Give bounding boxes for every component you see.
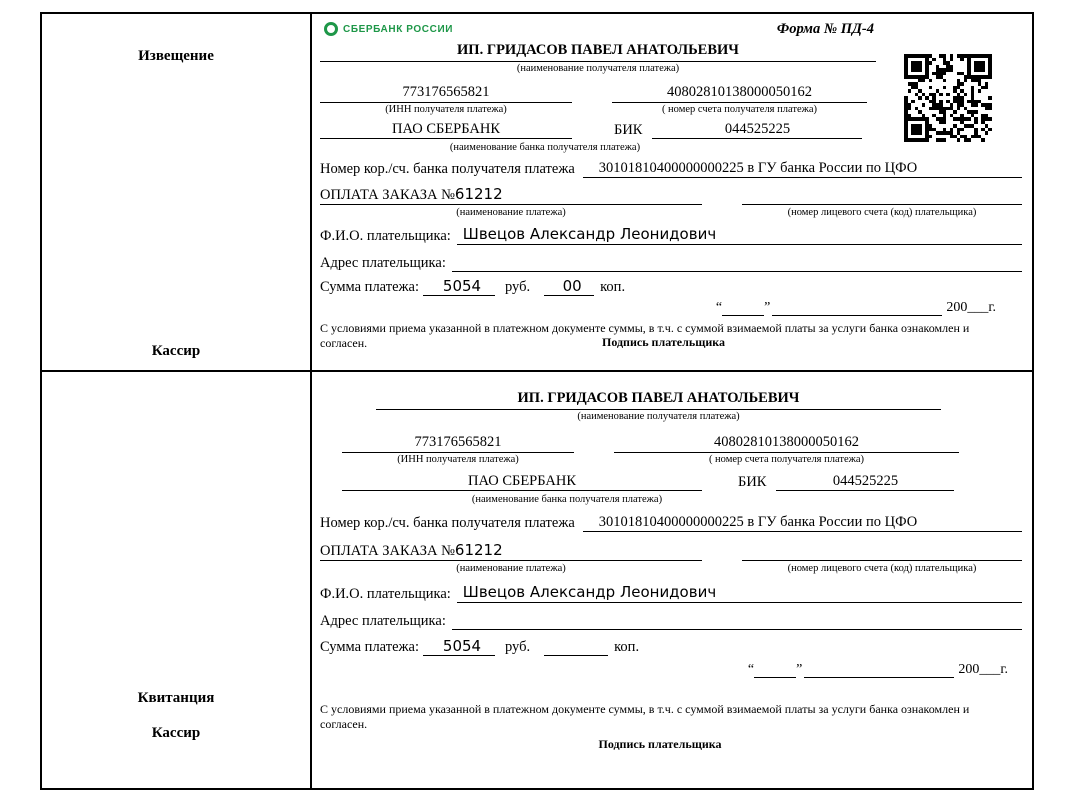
date-day-blank-line — [722, 300, 764, 316]
corr-account-value: 30101810400000000225 в ГУ банка России по ЦФО — [583, 514, 1022, 532]
date-year-label: 200___г. — [958, 662, 1008, 677]
date-month-blank-line — [804, 662, 954, 678]
notice-form — [312, 14, 1032, 370]
order-number-value: 61212 — [454, 541, 503, 559]
payment-name-label: ОПЛАТА ЗАКАЗА № — [320, 187, 455, 203]
date-year-label: 200___г. — [946, 300, 996, 315]
bank-row — [320, 473, 1022, 491]
amount-kop-value — [544, 638, 608, 656]
payer-name-value: Швецов Александр Леонидович — [457, 583, 1022, 603]
payment-row — [320, 185, 1022, 205]
amount-label: Сумма платежа: — [320, 279, 419, 295]
amount-label: Сумма платежа: — [320, 639, 419, 655]
receipt-form — [312, 372, 1032, 788]
payer-signature-label: Подпись плательщика — [598, 736, 722, 751]
date-row — [320, 300, 996, 316]
recipient-caption: (наименование получателя платежа) — [516, 63, 680, 74]
account-caption: ( номер счета получателя платежа) — [661, 104, 818, 115]
order-number-value: 61212 — [454, 185, 503, 203]
payment-name-line — [320, 541, 702, 561]
bik-value: 044525225 — [776, 473, 954, 491]
payer-address-blank-line — [452, 252, 1022, 272]
payer-address-blank-line — [452, 610, 1022, 630]
account-caption: ( номер счета получателя платежа) — [708, 454, 865, 465]
inn-value: 773176565821 — [320, 84, 572, 103]
corr-account-label: Номер кор./сч. банка получателя платежа — [320, 161, 575, 177]
corr-account-row — [320, 514, 1022, 532]
payer-address-row — [320, 252, 1022, 272]
recipient-block — [376, 390, 941, 422]
payer-name-label: Ф.И.О. плательщика: — [320, 586, 451, 602]
notice-cashier-label: Кассир — [151, 343, 201, 359]
account-value: 40802810138000050162 — [612, 84, 867, 103]
payment-captions-row — [320, 562, 1022, 574]
date-quote-open: “ — [747, 662, 755, 677]
payment-name-line — [320, 185, 702, 205]
payment-captions-row — [320, 206, 1022, 218]
payer-code-blank-line — [742, 187, 1022, 205]
bik-label: БИК — [738, 474, 767, 490]
payer-code-caption: (номер лицевого счета (код) плательщика) — [787, 207, 977, 218]
payer-address-label: Адрес плательщика: — [320, 613, 446, 629]
corr-account-row — [320, 160, 1022, 178]
agreement-paragraph: С условиями приема указанной в платежном документе суммы, в т.ч. с суммой взимаемой платы за услуги банка ознакомлен и согласен. — [320, 702, 970, 732]
account-value: 40802810138000050162 — [614, 434, 959, 453]
notice-title: Извещение — [138, 48, 214, 64]
recipient-name: ИП. ГРИДАСОВ ПАВЕЛ АНАТОЛЬЕВИЧ — [320, 42, 876, 62]
sberbank-logo — [324, 22, 453, 36]
date-quote-close: ” — [764, 300, 771, 315]
pd4-payment-document — [40, 12, 1034, 790]
receipt-cashier-label: Кассир — [151, 725, 201, 741]
recipient-caption: (наименование получателя платежа) — [577, 411, 740, 422]
receipt-section — [42, 372, 1032, 788]
payer-name-row — [320, 225, 1022, 245]
payment-name-caption: (наименование платежа) — [456, 207, 566, 218]
inn-value: 773176565821 — [342, 434, 574, 453]
date-month-blank-line — [772, 300, 942, 316]
receipt-title: Квитанция — [137, 690, 215, 706]
amount-rub-value: 5054 — [423, 637, 495, 656]
amount-rub-value: 5054 — [423, 277, 495, 296]
bank-name-value: ПАО СБЕРБАНК — [342, 473, 702, 491]
notice-header-row — [320, 18, 1022, 40]
payer-address-label: Адрес плательщика: — [320, 255, 446, 271]
sberbank-ring-icon — [324, 22, 338, 36]
payment-name-label: ОПЛАТА ЗАКАЗА № — [320, 543, 455, 559]
kop-label: коп. — [600, 279, 626, 295]
form-number: Форма № ПД-4 — [776, 20, 874, 37]
notice-section — [42, 14, 1032, 372]
payer-name-label: Ф.И.О. плательщика: — [320, 228, 451, 244]
recipient-name: ИП. ГРИДАСОВ ПАВЕЛ АНАТОЛЬЕВИЧ — [376, 390, 941, 410]
bik-label: БИК — [614, 122, 643, 138]
bank-caption: (наименование банка получателя платежа) — [449, 142, 641, 153]
payer-name-value: Швецов Александр Леонидович — [457, 225, 1022, 245]
kop-label: коп. — [614, 639, 640, 655]
notice-left-cell — [42, 14, 312, 370]
receipt-left-cell — [42, 372, 312, 788]
payer-address-row — [320, 610, 1022, 630]
corr-account-value: 30101810400000000225 в ГУ банка России по ЦФО — [583, 160, 1022, 178]
agreement-text — [320, 321, 985, 352]
date-row — [320, 662, 1008, 678]
recipient-block — [320, 42, 876, 74]
amount-row — [320, 277, 1022, 296]
bik-value: 044525225 — [652, 121, 862, 139]
payer-signature-label: Подпись плательщика — [602, 335, 725, 350]
payment-row — [320, 541, 1022, 561]
rub-label: руб. — [505, 279, 531, 295]
bank-name-value: ПАО СБЕРБАНК — [320, 121, 572, 139]
date-quote-close: ” — [796, 662, 803, 677]
inn-caption: (ИНН получателя платежа) — [397, 454, 519, 465]
payer-code-blank-line — [742, 543, 1022, 561]
sberbank-logo-text: СБЕРБАНК РОССИИ — [343, 23, 454, 35]
amount-row — [320, 637, 1022, 656]
payer-code-caption: (номер лицевого счета (код) плательщика) — [787, 563, 977, 574]
amount-kop-value: 00 — [544, 277, 594, 296]
payment-name-caption: (наименование платежа) — [456, 563, 566, 574]
date-day-blank-line — [754, 662, 796, 678]
inn-account-row — [320, 434, 1022, 465]
qr-code — [904, 54, 992, 142]
date-quote-open: “ — [715, 300, 723, 315]
rub-label: руб. — [505, 639, 531, 655]
payer-name-row — [320, 583, 1022, 603]
bank-caption: (наименование банка получателя платежа) — [471, 494, 663, 505]
agreement-paragraph: С условиями приема указанной в платежном документе суммы, в т.ч. с суммой взимаемой платы за услуги банка ознакомлен и согласен. — [320, 321, 970, 351]
inn-caption: (ИНН получателя платежа) — [385, 104, 507, 115]
agreement-text — [320, 702, 1000, 733]
corr-account-label: Номер кор./сч. банка получателя платежа — [320, 515, 575, 531]
